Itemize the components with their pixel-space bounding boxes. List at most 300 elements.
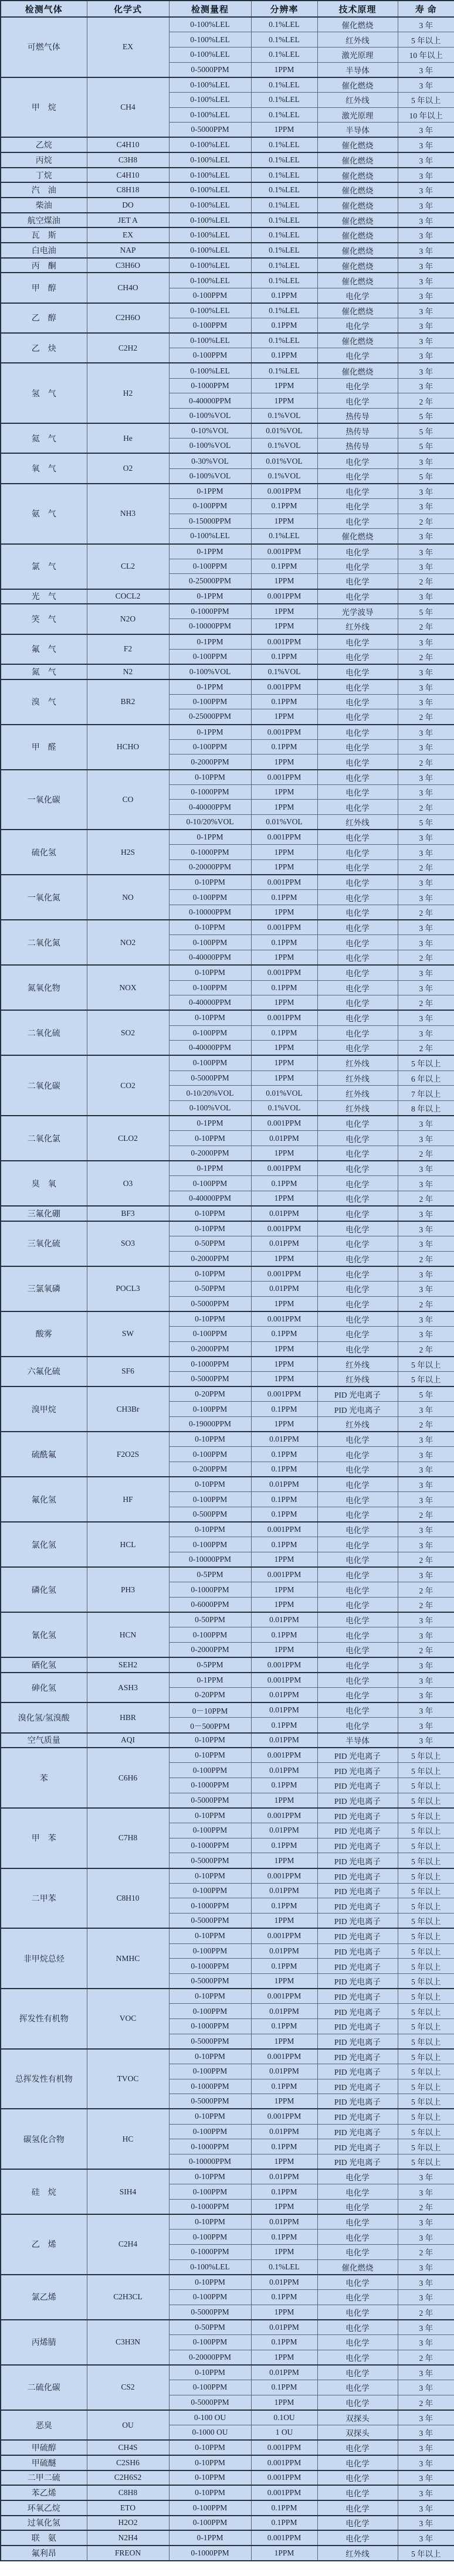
- principle-cell: PID 光电离子: [317, 2034, 398, 2049]
- principle-cell: PID 光电离子: [317, 1748, 398, 1763]
- range-cell: 0-1PPM: [169, 2530, 251, 2546]
- principle-cell: 电化学: [317, 318, 398, 333]
- range-cell: 0-10PPM: [169, 2470, 251, 2486]
- table-row: [1, 589, 454, 604]
- table-row: [1, 1161, 454, 1176]
- lifespan-cell: 3 年: [398, 318, 454, 333]
- lifespan-cell: 5 年: [398, 408, 454, 423]
- resolution-cell: 0.1PPM: [251, 2289, 317, 2305]
- gas-name-cell: 一氧化碳: [1, 770, 87, 830]
- principle-cell: 电化学: [317, 2305, 398, 2320]
- range-cell: 0-5000PPM: [169, 2094, 251, 2109]
- range-cell: 0-100%VOL: [169, 1100, 251, 1116]
- principle-cell: 电化学: [317, 348, 398, 363]
- resolution-cell: 0.001PPM: [251, 2440, 317, 2455]
- lifespan-cell: 3 年: [398, 1131, 454, 1146]
- principle-cell: 电化学: [317, 1627, 398, 1643]
- resolution-cell: 0.1PPM: [251, 2018, 317, 2034]
- principle-cell: 红外线: [317, 2546, 398, 2561]
- range-cell: 0-100PPM: [169, 2380, 251, 2395]
- principle-cell: 催化燃烧: [317, 168, 398, 183]
- formula-cell: HBR: [87, 1702, 169, 1732]
- lifespan-cell: 3 年: [398, 1236, 454, 1251]
- formula-cell: NOX: [87, 965, 169, 1010]
- table-row: [1, 453, 454, 468]
- lifespan-cell: 2 年: [398, 1552, 454, 1568]
- lifespan-cell: 3 年: [398, 17, 454, 32]
- lifespan-cell: 2 年: [398, 950, 454, 966]
- resolution-cell: 0.1PPM: [251, 1718, 317, 1733]
- principle-cell: 电化学: [317, 2485, 398, 2500]
- gas-name-cell: 笑 气: [1, 604, 87, 634]
- resolution-cell: 0.1PPM: [251, 2334, 317, 2350]
- resolution-cell: 1PPM: [251, 2546, 317, 2561]
- formula-cell: C6H6: [87, 1748, 169, 1808]
- resolution-cell: 0.001PPM: [251, 484, 317, 499]
- principle-cell: 红外线: [317, 92, 398, 107]
- resolution-cell: 0.01%VOL: [251, 423, 317, 439]
- principle-cell: 电化学: [317, 1041, 398, 1056]
- lifespan-cell: 3 年: [398, 1627, 454, 1643]
- resolution-cell: 1PPM: [251, 2094, 317, 2109]
- resolution-cell: 0.1%LEL: [251, 273, 317, 288]
- lifespan-cell: 2 年: [398, 1598, 454, 1613]
- gas-name-cell: 乙 醇: [1, 303, 87, 333]
- resolution-cell: 0.01PPM: [251, 1763, 317, 1778]
- resolution-cell: 0.1PPM: [251, 1176, 317, 1191]
- principle-cell: 电化学: [317, 1191, 398, 1206]
- resolution-cell: 1PPM: [251, 619, 317, 634]
- formula-cell: C8H10: [87, 1868, 169, 1929]
- lifespan-cell: 3 年: [398, 634, 454, 650]
- lifespan-cell: 2 年: [398, 755, 454, 770]
- lifespan-cell: 3 年: [398, 1718, 454, 1733]
- range-cell: 0-100PPM: [169, 1402, 251, 1417]
- lifespan-cell: 5 年以上: [398, 2064, 454, 2079]
- table-row: [1, 2410, 454, 2425]
- header-gas: 检测气体: [1, 1, 87, 17]
- table-row: [1, 1808, 454, 1823]
- principle-cell: 双探头: [317, 2425, 398, 2441]
- formula-cell: O2: [87, 453, 169, 483]
- formula-cell: HCHO: [87, 725, 169, 770]
- range-cell: 0-100PPM: [169, 2516, 251, 2531]
- lifespan-cell: 3 年: [398, 1462, 454, 1477]
- resolution-cell: 0.01PPM: [251, 1612, 317, 1627]
- lifespan-cell: 5 年以上: [398, 1823, 454, 1838]
- resolution-cell: 0.01PPM: [251, 1281, 317, 1296]
- principle-cell: 电化学: [317, 1462, 398, 1477]
- principle-cell: 电化学: [317, 649, 398, 664]
- table-row: [1, 1673, 454, 1688]
- principle-cell: 电化学: [317, 2516, 398, 2531]
- lifespan-cell: 3 年: [398, 227, 454, 243]
- range-cell: 0-1000PPM: [169, 2139, 251, 2154]
- principle-cell: 电化学: [317, 1537, 398, 1552]
- header-resolution: 分辨率: [251, 1, 317, 17]
- principle-cell: 催化燃烧: [317, 152, 398, 168]
- range-cell: 0-100PPM: [169, 1326, 251, 1341]
- gas-name-cell: 氰化氢: [1, 1612, 87, 1657]
- range-cell: 0-1PPM: [169, 589, 251, 604]
- principle-cell: PID 光电离子: [317, 1808, 398, 1823]
- principle-cell: 电化学: [317, 2365, 398, 2380]
- lifespan-cell: 2 年: [398, 1296, 454, 1311]
- gas-name-cell: 丙 酮: [1, 258, 87, 273]
- lifespan-cell: 3 年: [398, 1221, 454, 1236]
- resolution-cell: 0.01%VOL: [251, 453, 317, 468]
- table-row: [1, 1221, 454, 1236]
- gas-name-cell: 丙烯腈: [1, 2320, 87, 2365]
- principle-cell: PID 光电离子: [317, 1402, 398, 1417]
- table-row: [1, 137, 454, 152]
- resolution-cell: 0.001PPM: [251, 589, 317, 604]
- principle-cell: 电化学: [317, 2199, 398, 2214]
- lifespan-cell: 3 年: [398, 664, 454, 679]
- lifespan-cell: 2 年: [398, 2199, 454, 2214]
- lifespan-cell: 5 年以上: [398, 2079, 454, 2094]
- lifespan-cell: 5 年以上: [398, 1973, 454, 1989]
- principle-cell: 催化燃烧: [317, 529, 398, 544]
- resolution-cell: 0.1%LEL: [251, 32, 317, 47]
- lifespan-cell: 5 年: [398, 1386, 454, 1402]
- lifespan-cell: 2 年: [398, 1191, 454, 1206]
- formula-cell: C2H6S2: [87, 2470, 169, 2486]
- range-cell: 0-100%LEL: [169, 168, 251, 183]
- range-cell: 0-10PPM: [169, 2049, 251, 2064]
- range-cell: 0-100%LEL: [169, 198, 251, 213]
- lifespan-cell: 6 年以上: [398, 1070, 454, 1086]
- range-cell: 0-10/20%VOL: [169, 815, 251, 830]
- range-cell: 0-1PPM: [169, 634, 251, 650]
- resolution-cell: 0.01%VOL: [251, 1086, 317, 1101]
- range-cell: 0-1PPM: [169, 1673, 251, 1688]
- lifespan-cell: 3 年: [398, 1477, 454, 1492]
- formula-cell: PH3: [87, 1567, 169, 1612]
- lifespan-cell: 5 年以上: [398, 2049, 454, 2064]
- resolution-cell: 0.1PPM: [251, 1326, 317, 1341]
- resolution-cell: 0.01PPM: [251, 2275, 317, 2290]
- lifespan-cell: 3 年: [398, 2440, 454, 2455]
- gas-name-cell: 氧 气: [1, 453, 87, 483]
- principle-cell: 电化学: [317, 2500, 398, 2516]
- formula-cell: C3H8: [87, 152, 169, 168]
- lifespan-cell: 3 年: [398, 243, 454, 258]
- lifespan-cell: 3 年: [398, 544, 454, 559]
- principle-cell: 电化学: [317, 2184, 398, 2200]
- principle-cell: 电化学: [317, 694, 398, 709]
- principle-cell: PID 光电离子: [317, 2094, 398, 2109]
- range-cell: 0-19000PPM: [169, 1416, 251, 1432]
- range-cell: 0-5000PPM: [169, 1973, 251, 1989]
- table-row: [1, 2169, 454, 2184]
- lifespan-cell: 2 年: [398, 574, 454, 589]
- range-cell: 0-100%LEL: [169, 333, 251, 348]
- resolution-cell: 0.1PPM: [251, 348, 317, 363]
- resolution-cell: 1PPM: [251, 2199, 317, 2214]
- principle-cell: 电化学: [317, 1281, 398, 1296]
- principle-cell: 电化学: [317, 1025, 398, 1041]
- range-cell: 0-5000PPM: [169, 1914, 251, 1929]
- gas-name-cell: 氟化氢: [1, 1477, 87, 1522]
- table-row: [1, 168, 454, 183]
- resolution-cell: 0.01PPM: [251, 1206, 317, 1221]
- lifespan-cell: 5 年以上: [398, 1793, 454, 1808]
- principle-cell: 红外线: [317, 1055, 398, 1070]
- formula-cell: SW: [87, 1311, 169, 1357]
- range-cell: 0-5PPM: [169, 1567, 251, 1582]
- range-cell: 0-10PPM: [169, 1131, 251, 1146]
- lifespan-cell: 5 年以上: [398, 92, 454, 107]
- range-cell: 0-2000PPM: [169, 1146, 251, 1161]
- gas-name-cell: 二甲二硫: [1, 2470, 87, 2486]
- gas-name-cell: 丁烷: [1, 168, 87, 183]
- principle-cell: 电化学: [317, 393, 398, 409]
- principle-cell: 催化燃烧: [317, 258, 398, 273]
- range-cell: 0-20PPM: [169, 1688, 251, 1703]
- principle-cell: PID 光电离子: [317, 2064, 398, 2079]
- resolution-cell: 0.01PPM: [251, 1688, 317, 1703]
- resolution-cell: 0.01PPM: [251, 1432, 317, 1447]
- lifespan-cell: 3 年: [398, 2275, 454, 2290]
- gas-name-cell: 碳氢化合物: [1, 2109, 87, 2169]
- formula-cell: SO2: [87, 1010, 169, 1055]
- formula-cell: C3H3N: [87, 2320, 169, 2365]
- formula-cell: CL2: [87, 544, 169, 589]
- resolution-cell: 0.001PPM: [251, 770, 317, 785]
- range-cell: 0-15000PPM: [169, 514, 251, 529]
- resolution-cell: 0.1%VOL: [251, 468, 317, 484]
- resolution-cell: 1PPM: [251, 2034, 317, 2049]
- range-cell: 0-100%LEL: [169, 273, 251, 288]
- range-cell: 0-50PPM: [169, 1236, 251, 1251]
- principle-cell: 电化学: [317, 860, 398, 875]
- formula-cell: N2H4: [87, 2530, 169, 2546]
- gas-name-cell: 氦 气: [1, 423, 87, 453]
- range-cell: 0-1000PPM: [169, 845, 251, 860]
- range-cell: 0-10PPM: [169, 1928, 251, 1943]
- formula-cell: EX: [87, 227, 169, 243]
- lifespan-cell: 2 年: [398, 649, 454, 664]
- principle-cell: 电化学: [317, 2289, 398, 2305]
- resolution-cell: 0.1%VOL: [251, 408, 317, 423]
- range-cell: 0-10PPM: [169, 875, 251, 890]
- resolution-cell: 0.1%LEL: [251, 137, 317, 152]
- table-row: [1, 1477, 454, 1492]
- principle-cell: 电化学: [317, 1673, 398, 1688]
- lifespan-cell: 5 年以上: [398, 1763, 454, 1778]
- lifespan-cell: 5 年以上: [398, 1357, 454, 1372]
- principle-cell: PID 光电离子: [317, 1959, 398, 1974]
- formula-cell: N2: [87, 664, 169, 679]
- range-cell: 0-10000PPM: [169, 1552, 251, 1568]
- principle-cell: 电化学: [317, 980, 398, 995]
- gas-name-cell: 环氧乙烷: [1, 2500, 87, 2516]
- lifespan-cell: 3 年: [398, 378, 454, 393]
- table-row: [1, 725, 454, 740]
- gas-name-cell: 氟利昂: [1, 2546, 87, 2561]
- range-cell: 0-50PPM: [169, 1281, 251, 1296]
- resolution-cell: 1PPM: [251, 1552, 317, 1568]
- formula-cell: COCL2: [87, 589, 169, 604]
- lifespan-cell: 2 年: [398, 1251, 454, 1266]
- resolution-cell: 0.1PPM: [251, 1838, 317, 1853]
- resolution-cell: 0.1PPM: [251, 935, 317, 950]
- principle-cell: 电化学: [317, 634, 398, 650]
- principle-cell: 热传导: [317, 439, 398, 454]
- range-cell: 0-100PPM: [169, 348, 251, 363]
- lifespan-cell: 3 年: [398, 348, 454, 363]
- principle-cell: 电化学: [317, 770, 398, 785]
- table-row: [1, 1266, 454, 1282]
- range-cell: 0-100PPM: [169, 1627, 251, 1643]
- resolution-cell: 0.1%LEL: [251, 243, 317, 258]
- lifespan-cell: 3 年: [398, 1206, 454, 1221]
- formula-cell: SEH2: [87, 1657, 169, 1673]
- principle-cell: 电化学: [317, 559, 398, 574]
- gas-name-cell: 磷化氢: [1, 1567, 87, 1612]
- principle-cell: PID 光电离子: [317, 2049, 398, 2064]
- resolution-cell: 0.1%LEL: [251, 2259, 317, 2275]
- lifespan-cell: 2 年: [398, 709, 454, 725]
- range-cell: 0-200PPM: [169, 1462, 251, 1477]
- formula-cell: C2H4: [87, 2214, 169, 2275]
- range-cell: 0-100PPM: [169, 2230, 251, 2245]
- resolution-cell: 1PPM: [251, 755, 317, 770]
- lifespan-cell: 5 年以上: [398, 2034, 454, 2049]
- formula-cell: NH3: [87, 484, 169, 544]
- range-cell: 0-100PPM: [169, 1492, 251, 1507]
- lifespan-cell: 3 年: [398, 920, 454, 935]
- gas-name-cell: 柴油: [1, 198, 87, 213]
- resolution-cell: 0.1PPM: [251, 1507, 317, 1523]
- table-row: [1, 227, 454, 243]
- range-cell: 0-100PPM: [169, 1823, 251, 1838]
- principle-cell: 红外线: [317, 1416, 398, 1432]
- principle-cell: 电化学: [317, 1206, 398, 1221]
- table-row: [1, 423, 454, 439]
- range-cell: 0-100%LEL: [169, 243, 251, 258]
- table-row: [1, 1612, 454, 1627]
- range-cell: 0-1PPM: [169, 484, 251, 499]
- range-cell: 0-5000PPM: [169, 62, 251, 77]
- principle-cell: 光学波导: [317, 604, 398, 619]
- lifespan-cell: 3 年: [398, 2259, 454, 2275]
- resolution-cell: 0.1PPM: [251, 694, 317, 709]
- formula-cell: CH4S: [87, 2440, 169, 2455]
- range-cell: 0-10PPM: [169, 1432, 251, 1447]
- formula-cell: ETO: [87, 2500, 169, 2516]
- range-cell: 0－10PPM: [169, 1702, 251, 1718]
- range-cell: 0-10PPM: [169, 2365, 251, 2380]
- lifespan-cell: 5 年以上: [398, 1943, 454, 1959]
- range-cell: 0-10%VOL: [169, 423, 251, 439]
- principle-cell: 热传导: [317, 408, 398, 423]
- formula-cell: SIH4: [87, 2169, 169, 2214]
- resolution-cell: 0.001PPM: [251, 544, 317, 559]
- resolution-cell: 0.01PPM: [251, 1733, 317, 1748]
- table-row: [1, 273, 454, 288]
- range-cell: 0-100PPM: [169, 649, 251, 664]
- lifespan-cell: 2 年: [398, 860, 454, 875]
- range-cell: 0-5000PPM: [169, 1853, 251, 1868]
- resolution-cell: 0.001PPM: [251, 1010, 317, 1025]
- principle-cell: 电化学: [317, 1146, 398, 1161]
- table-row: [1, 2455, 454, 2470]
- range-cell: 0-100 OU: [169, 2410, 251, 2425]
- formula-cell: NAP: [87, 243, 169, 258]
- resolution-cell: 0.01PPM: [251, 2169, 317, 2184]
- gas-name-cell: 氯化氢: [1, 1522, 87, 1567]
- range-cell: 0-10PPM: [169, 2275, 251, 2290]
- table-row: [1, 2500, 454, 2516]
- lifespan-cell: 3 年: [398, 273, 454, 288]
- lifespan-cell: 2 年: [398, 1341, 454, 1357]
- lifespan-cell: 3 年: [398, 965, 454, 980]
- table-row: [1, 1702, 454, 1718]
- lifespan-cell: 3 年: [398, 62, 454, 77]
- range-cell: 0-100%LEL: [169, 32, 251, 47]
- resolution-cell: 1PPM: [251, 995, 317, 1011]
- resolution-cell: 0.01PPM: [251, 2124, 317, 2139]
- lifespan-cell: 3 年: [398, 589, 454, 604]
- range-cell: 0-100PPM: [169, 2500, 251, 2516]
- table-row: [1, 2214, 454, 2230]
- lifespan-cell: 2 年: [398, 905, 454, 920]
- range-cell: 0-100%LEL: [169, 529, 251, 544]
- lifespan-cell: 3 年: [398, 1522, 454, 1537]
- range-cell: 0-10PPM: [169, 1010, 251, 1025]
- lifespan-cell: 5 年以上: [398, 1055, 454, 1070]
- formula-cell: JET A: [87, 213, 169, 228]
- header-formula: 化学式: [87, 1, 169, 17]
- principle-cell: PID 光电离子: [317, 1973, 398, 1989]
- lifespan-cell: 5 年以上: [398, 1928, 454, 1943]
- principle-cell: 电化学: [317, 2230, 398, 2245]
- principle-cell: PID 光电离子: [317, 1386, 398, 1402]
- principle-cell: 电化学: [317, 1131, 398, 1146]
- principle-cell: 电化学: [317, 1116, 398, 1131]
- gas-table-body: [1, 17, 454, 2561]
- resolution-cell: 0.01PPM: [251, 2365, 317, 2380]
- gas-name-cell: 甲 醇: [1, 273, 87, 303]
- lifespan-cell: 3 年: [398, 725, 454, 740]
- principle-cell: 电化学: [317, 1492, 398, 1507]
- resolution-cell: 1 OU: [251, 2425, 317, 2441]
- lifespan-cell: 3 年: [398, 2380, 454, 2395]
- principle-cell: 电化学: [317, 1643, 398, 1658]
- lifespan-cell: 5 年以上: [398, 1914, 454, 1929]
- lifespan-cell: 2 年: [398, 800, 454, 815]
- principle-cell: 电化学: [317, 739, 398, 755]
- range-cell: 0-100%LEL: [169, 107, 251, 123]
- resolution-cell: 0.001PPM: [251, 1567, 317, 1582]
- formula-cell: NO: [87, 875, 169, 920]
- lifespan-cell: 5 年以上: [398, 2004, 454, 2019]
- range-cell: 0-10PPM: [169, 2214, 251, 2230]
- gas-name-cell: 溴化氢/氢溴酸: [1, 1702, 87, 1732]
- lifespan-cell: 2 年: [398, 393, 454, 409]
- range-cell: 0-5000PPM: [169, 1296, 251, 1311]
- range-cell: 0-20000PPM: [169, 860, 251, 875]
- principle-cell: 电化学: [317, 484, 398, 499]
- formula-cell: BR2: [87, 679, 169, 725]
- principle-cell: 电化学: [317, 1522, 398, 1537]
- principle-cell: 电化学: [317, 2169, 398, 2184]
- principle-cell: PID 光电离子: [317, 1928, 398, 1943]
- range-cell: 0-40000PPM: [169, 995, 251, 1011]
- principle-cell: 电化学: [317, 1266, 398, 1282]
